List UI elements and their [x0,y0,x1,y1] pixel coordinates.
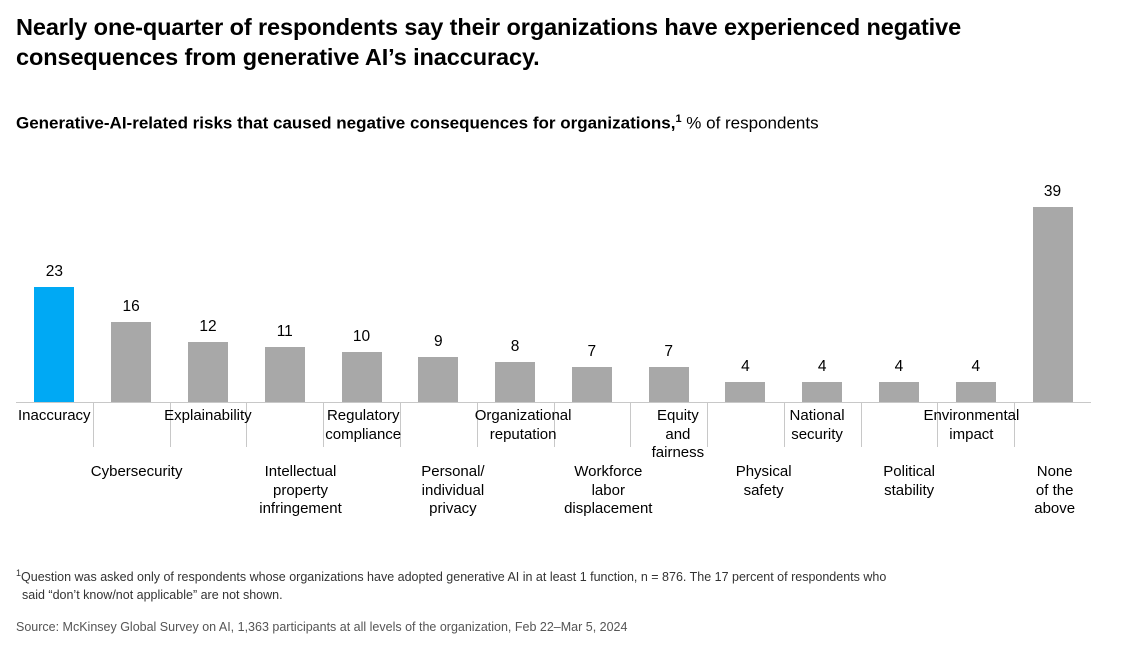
bar-value-label: 4 [741,358,750,376]
bar-value-label: 11 [276,323,293,341]
category-label [344,463,417,519]
bar-group [784,163,861,402]
bar-group [1014,163,1091,402]
bar-value-label: 23 [45,263,64,281]
category-label: Regulatory compliance [325,406,402,443]
category-label: Personal/ individual privacy [421,462,485,518]
bar-value-label: 4 [971,358,981,376]
bar-group [16,163,93,402]
category-label: Physical safety [735,462,792,499]
bar-group [400,163,477,402]
category-labels-bottom [16,463,1091,519]
bar[interactable] [802,382,842,402]
chart-subtitle-light: % of respondents [681,113,819,133]
category-label: Political stability [883,462,935,499]
bar-series [16,163,1091,402]
chart-page [0,12,1123,648]
bar[interactable] [495,362,535,402]
category-label [946,463,1019,519]
bar[interactable] [879,382,919,402]
bar-value-label: 10 [352,328,371,346]
chart-subtitle [16,112,1107,135]
bar-value-label: 4 [894,358,904,376]
bar-chart [16,163,1091,523]
bar[interactable] [34,287,74,402]
category-label [403,407,473,463]
category-label [800,463,873,519]
bar-value-label: 4 [817,358,827,376]
footnote-1 [16,567,1107,604]
bar-value-label: 9 [433,333,443,351]
bar[interactable] [342,352,382,402]
chart-subtitle-superscript: 1 [675,113,682,126]
bar-value-label: 16 [122,298,140,316]
bar-group [937,163,1014,402]
category-label [1021,407,1091,463]
category-label: National security [789,406,845,443]
bar-group [707,163,784,402]
bar[interactable] [1033,207,1073,402]
footnote-superscript: 1 [16,567,22,578]
bar[interactable] [111,322,151,402]
bar-group [553,163,630,402]
category-label [16,463,89,519]
category-label: Explainability [164,406,252,424]
category-label: Intellectual property infringement [259,462,342,518]
bar[interactable] [265,347,305,402]
category-label [852,407,922,463]
category-label: Equity and fairness [651,406,705,462]
category-label [573,407,643,463]
footnote-line-2: said “don’t know/not applicable” are not shown. [22,587,283,602]
category-label [93,407,163,463]
category-label: Workforce labor displacement [564,462,653,518]
bar-group [323,163,400,402]
category-label [713,407,783,463]
chart-subtitle-strong: Generative-AI-related risks that caused negative consequences for organizations, [16,113,676,133]
bar-group [861,163,938,402]
bar-value-label: 8 [510,338,520,356]
bar[interactable] [956,382,996,402]
category-label [254,407,324,463]
bar[interactable] [418,357,458,402]
bar[interactable] [572,367,612,402]
bar-group [246,163,323,402]
category-label: Organizational reputation [474,406,572,443]
footnotes [16,567,1107,634]
bar-group [93,163,170,402]
category-label [184,463,257,519]
bar-group [170,163,247,402]
bar-value-label: 7 [664,343,673,361]
category-label: None of the above [1034,462,1076,518]
bar-group [477,163,554,402]
bar[interactable] [725,382,765,402]
bar-value-label: 7 [587,343,597,361]
category-label: Cybersecurity [90,462,183,480]
category-label: Inaccuracy [18,406,91,424]
plot-area [16,163,1091,403]
category-label [654,463,727,519]
bar-group [630,163,707,402]
category-label [489,463,562,519]
footnote-line-1: Question was asked only of respondents whose organizations have adopted generative AI in at least 1 function, n = 876. The 17 percent of respondents who [21,569,887,584]
category-labels-top [16,407,1091,463]
source-note: Source: McKinsey Global Survey on AI, 1,363 participants at all levels of the organization, Feb 22–Mar 5, 2024 [16,620,628,634]
bar[interactable] [188,342,228,402]
category-label: Environmental impact [923,406,1020,443]
bar-value-label: 39 [1043,183,1062,201]
bar[interactable] [649,367,689,402]
bar-value-label: 12 [199,318,217,336]
page-title: Nearly one-quarter of respondents say their organizations have experienced negative consequences from generative AI’s inaccuracy. [16,14,962,71]
